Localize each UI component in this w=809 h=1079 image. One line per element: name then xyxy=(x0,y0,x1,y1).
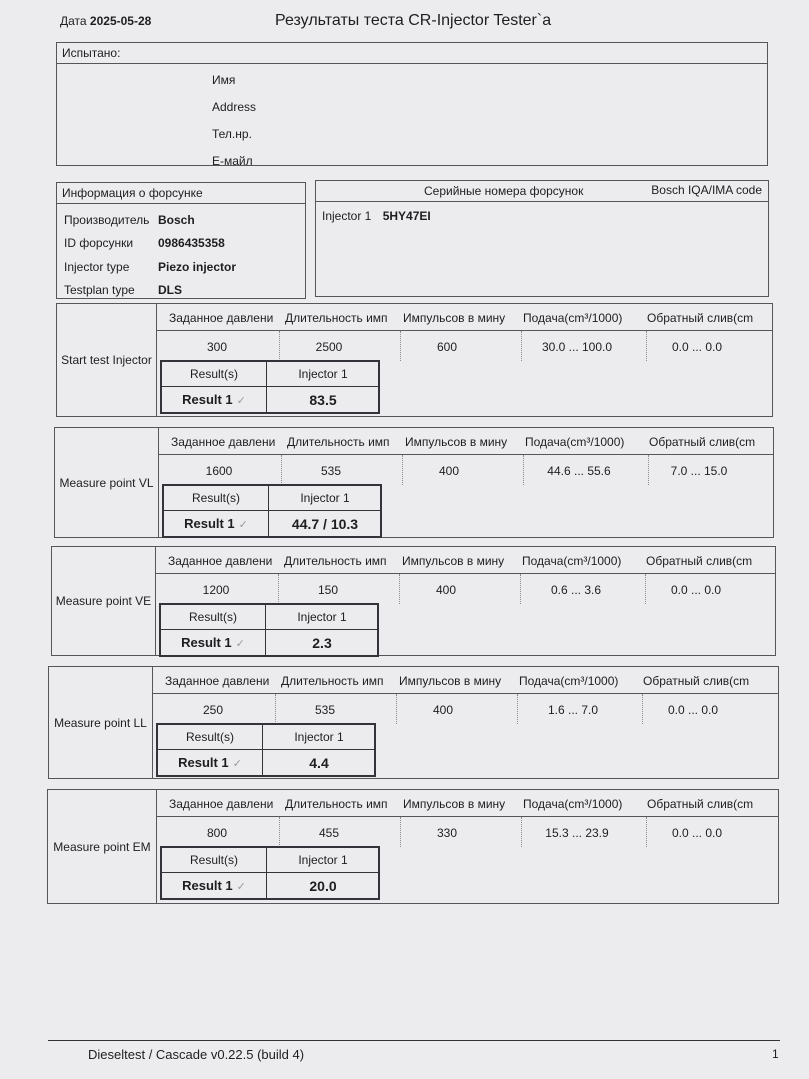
test-point-value: 2500 xyxy=(315,340,343,354)
result-table xyxy=(159,603,379,657)
result-header-row xyxy=(158,725,374,750)
test-point-value: 0.0 ... 0.0 xyxy=(670,583,722,597)
footer-page-number: 1 xyxy=(772,1047,779,1061)
test-point-value: 1.6 ... 7.0 xyxy=(547,703,599,717)
test-point-value: 330 xyxy=(436,826,458,840)
info-row xyxy=(64,213,195,227)
date-value: 2025-05-28 xyxy=(89,14,152,28)
email-field-label: Е-майл xyxy=(212,154,253,168)
column-header: Заданное давлени xyxy=(168,554,273,568)
result-header-injector: Injector 1 xyxy=(300,491,350,505)
result-label xyxy=(162,878,266,893)
test-point-value: 44.6 ... 55.6 xyxy=(547,464,611,478)
test-point-value: 250 xyxy=(202,703,224,717)
check-icon: ✓ xyxy=(236,881,246,893)
result-header-injector: Injector 1 xyxy=(297,610,347,624)
result-table xyxy=(160,846,380,900)
result-label-text: Result 1 xyxy=(184,516,235,531)
info-label: Testplan type xyxy=(64,283,135,297)
test-point-name: Measure point EM xyxy=(48,790,157,903)
info-value: Bosch xyxy=(158,213,195,227)
check-icon: ✓ xyxy=(232,758,242,770)
test-point-name: Measure point VE xyxy=(52,547,156,655)
column-header: Подача(cm³/1000) xyxy=(523,311,623,325)
check-icon: ✓ xyxy=(235,638,245,650)
column-header: Заданное давлени xyxy=(169,311,274,325)
name-field-label: Имя xyxy=(212,73,236,87)
iqa-heading: Bosch IQA/IMA code xyxy=(651,183,762,197)
result-header-row xyxy=(161,605,377,630)
tested-section xyxy=(56,42,768,166)
column-header: Подача(cm³/1000) xyxy=(522,554,622,568)
result-value: 2.3 xyxy=(312,635,332,651)
test-point-value: 400 xyxy=(438,464,460,478)
column-header: Заданное давлени xyxy=(169,797,274,811)
result-header-injector: Injector 1 xyxy=(298,367,348,381)
test-point-value: 600 xyxy=(436,340,458,354)
info-row xyxy=(64,260,236,274)
report-date xyxy=(60,14,151,28)
column-header: Импульсов в мину xyxy=(399,674,502,688)
test-point-block xyxy=(48,666,779,779)
phone-field-label: Тел.нр. xyxy=(212,127,252,141)
test-point-value: 535 xyxy=(314,703,336,717)
test-point-block xyxy=(47,789,779,904)
result-value: 4.4 xyxy=(309,755,329,771)
test-point-value: 0.0 ... 0.0 xyxy=(667,703,719,717)
check-icon: ✓ xyxy=(238,519,248,531)
test-point-value: 800 xyxy=(206,826,228,840)
test-point-value: 150 xyxy=(317,583,339,597)
column-header: Обратный слив(cm xyxy=(646,554,753,568)
tested-heading: Испытано: xyxy=(57,43,767,64)
result-value: 20.0 xyxy=(309,878,337,894)
column-header: Подача(cm³/1000) xyxy=(519,674,619,688)
info-row xyxy=(64,236,225,250)
result-value: 83.5 xyxy=(309,392,337,408)
test-point-value: 1200 xyxy=(202,583,230,597)
result-header-label: Result(s) xyxy=(185,730,234,744)
footer-rule xyxy=(48,1040,780,1041)
result-table xyxy=(156,723,376,777)
column-header: Обратный слив(cm xyxy=(647,797,754,811)
column-header: Подача(cm³/1000) xyxy=(523,797,623,811)
test-point-value: 0.6 ... 3.6 xyxy=(550,583,602,597)
check-icon: ✓ xyxy=(236,395,246,407)
test-point-name: Measure point VL xyxy=(55,428,159,537)
test-point-value: 455 xyxy=(318,826,340,840)
test-point-header xyxy=(157,790,778,817)
test-point-value: 400 xyxy=(435,583,457,597)
result-header-label: Result(s) xyxy=(191,491,240,505)
test-point-header xyxy=(156,547,775,574)
serials-section xyxy=(315,180,769,297)
test-point-header xyxy=(157,304,772,331)
result-label-text: Result 1 xyxy=(181,635,232,650)
test-point-name: Start test Injector xyxy=(57,304,157,416)
test-point-value: 0.0 ... 0.0 xyxy=(671,340,723,354)
column-header: Импульсов в мину xyxy=(403,797,506,811)
test-point-value: 30.0 ... 100.0 xyxy=(541,340,613,354)
serials-heading-row xyxy=(316,181,768,202)
result-label xyxy=(161,635,265,650)
result-label-text: Result 1 xyxy=(182,878,233,893)
result-label-text: Result 1 xyxy=(182,392,233,407)
test-point-value: 535 xyxy=(320,464,342,478)
result-label-text: Result 1 xyxy=(178,755,229,770)
serial-label: Injector 1 xyxy=(322,209,372,223)
test-point-value: 400 xyxy=(432,703,454,717)
result-value: 44.7 / 10.3 xyxy=(291,516,359,532)
report-title: Результаты теста CR-Injector Tester`a xyxy=(275,12,552,29)
info-row xyxy=(64,283,182,297)
test-point-block xyxy=(56,303,773,417)
result-header-row xyxy=(164,486,380,511)
column-header: Подача(cm³/1000) xyxy=(525,435,625,449)
result-header-label: Result(s) xyxy=(189,853,238,867)
column-header: Длительность имп xyxy=(285,311,388,325)
result-header-injector: Injector 1 xyxy=(294,730,344,744)
column-header: Длительность имп xyxy=(284,554,387,568)
column-header: Импульсов в мину xyxy=(403,311,506,325)
test-point-value: 1600 xyxy=(205,464,233,478)
footer-software: Dieseltest / Cascade v0.22.5 (build 4) xyxy=(88,1047,305,1062)
column-header: Обратный слив(cm xyxy=(643,674,750,688)
test-point-header xyxy=(159,428,773,455)
test-point-value: 15.3 ... 23.9 xyxy=(545,826,609,840)
injector-info-section xyxy=(56,182,306,299)
test-point-block xyxy=(51,546,776,656)
column-header: Импульсов в мину xyxy=(405,435,508,449)
info-label: Производитель xyxy=(64,213,150,227)
test-point-name: Measure point LL xyxy=(49,667,153,778)
result-header-row xyxy=(162,848,378,873)
column-header: Длительность имп xyxy=(285,797,388,811)
result-header-row xyxy=(162,362,378,387)
info-value: DLS xyxy=(158,283,182,297)
date-label: Дата xyxy=(60,14,87,28)
result-header-label: Result(s) xyxy=(189,367,238,381)
serial-value: 5HY47EI xyxy=(382,209,431,223)
column-header: Заданное давлени xyxy=(165,674,270,688)
column-header: Длительность имп xyxy=(281,674,384,688)
result-header-injector: Injector 1 xyxy=(298,853,348,867)
serials-heading: Серийные номера форсунок xyxy=(424,184,584,198)
test-point-header xyxy=(153,667,778,694)
test-point-value: 300 xyxy=(206,340,228,354)
info-label: Injector type xyxy=(64,260,130,274)
column-header: Обратный слив(cm xyxy=(649,435,756,449)
column-header: Длительность имп xyxy=(287,435,390,449)
result-label xyxy=(162,392,266,407)
result-table xyxy=(162,484,382,538)
column-header: Обратный слив(cm xyxy=(647,311,754,325)
test-point-value: 0.0 ... 0.0 xyxy=(671,826,723,840)
test-point-value: 7.0 ... 15.0 xyxy=(670,464,728,478)
serial-row xyxy=(322,209,431,223)
column-header: Заданное давлени xyxy=(171,435,276,449)
column-header: Импульсов в мину xyxy=(402,554,505,568)
injector-info-heading: Информация о форсунке xyxy=(57,183,305,204)
info-value: Piezo injector xyxy=(158,260,237,274)
result-table xyxy=(160,360,380,414)
info-value: 0986435358 xyxy=(158,236,225,250)
result-header-label: Result(s) xyxy=(188,610,237,624)
address-field-label: Address xyxy=(212,100,257,114)
test-point-block xyxy=(54,427,774,538)
result-label xyxy=(158,755,262,770)
result-label xyxy=(164,516,268,531)
info-label: ID форсунки xyxy=(64,236,134,250)
